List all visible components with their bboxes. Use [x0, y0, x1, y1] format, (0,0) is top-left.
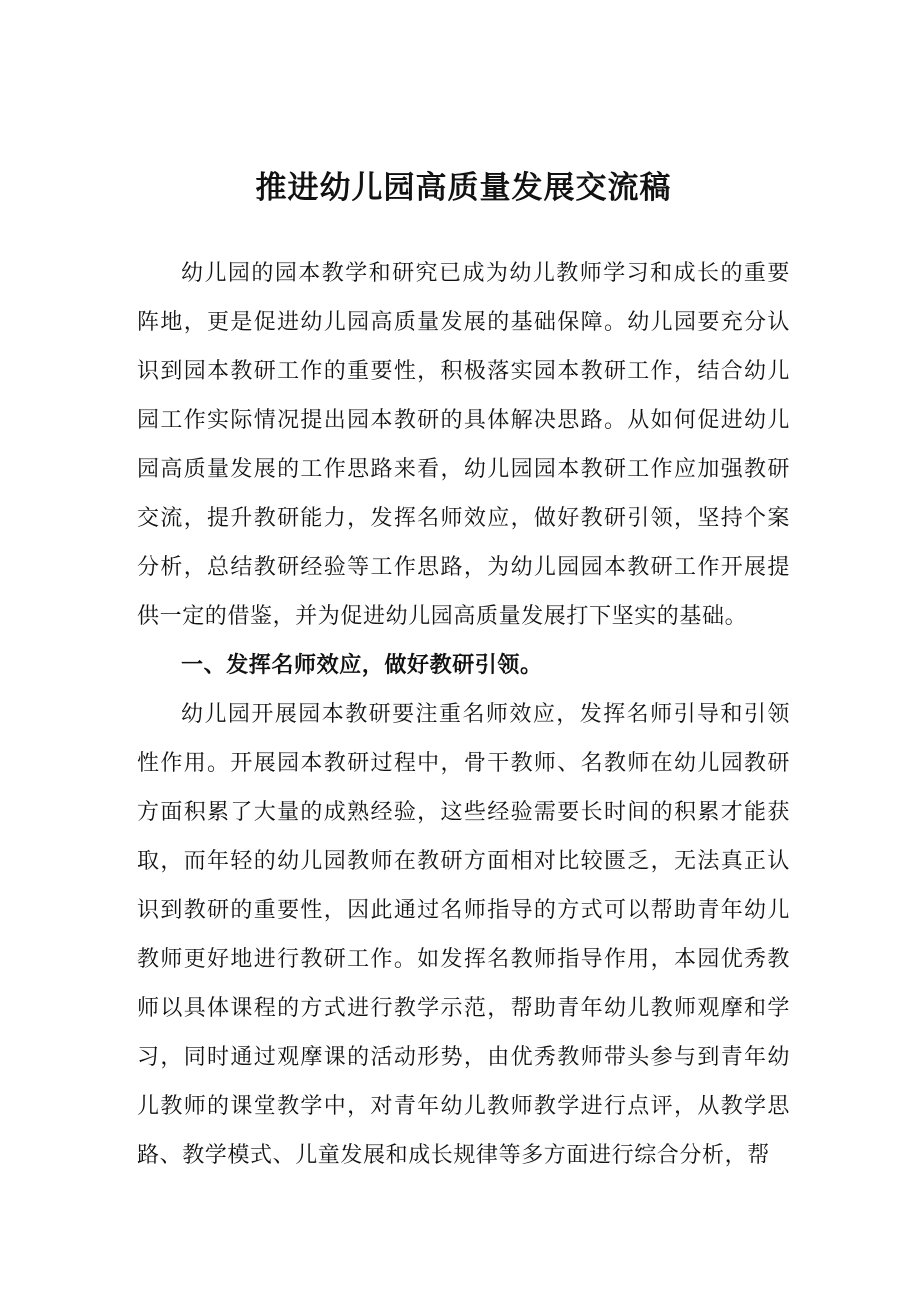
document-title: 推进幼儿园高质量发展交流稿	[255, 170, 672, 206]
intro-paragraph: 幼儿园的园本教学和研究已成为幼儿教师学习和成长的重要阵地，更是促进幼儿园高质量发展的基础保障。幼儿园要充分认识到园本教研工作的重要性，积极落实园本教研工作，结合幼儿园工作实际情况提出园本教研的具体解决思路。从如何促进幼儿园高质量发展的工作思路来看，幼儿园园本教研工作应加强教研交流，提升教研能力，发挥名师效应，做好教研引领，坚持个案分析，总结教研经验等工作思路，为幼儿园园本教研工作开展提供一定的借鉴，并为促进幼儿园高质量发展打下坚实的基础。	[137, 261, 790, 629]
section-paragraph: 幼儿园开展园本教研要注重名师效应，发挥名师引导和引领性作用。开展园本教研过程中，骨干教师、名教师在幼儿园教研方面积累了大量的成熟经验，这些经验需要长时间的积累才能获取，而年轻的幼儿园教师在教研方面相对比较匮乏，无法真正认识到教研的重要性，因此通过名师指导的方式可以帮助青年幼儿教师更好地进行教研工作。如发挥名教师指导作用，本园优秀教师以具体课程的方式进行教学示范，帮助青年幼儿教师观摩和学习，同时通过观摩课的活动形势，由优秀教师带头参与到青年幼儿教师的课堂教学中，对青年幼儿教师教学进行点评，从教学思路、教学模式、儿童发展和成长规律等多方面进行综合分析，帮	[137, 702, 790, 1168]
section-heading: 一、发挥名师效应，做好教研引领。	[181, 653, 543, 678]
